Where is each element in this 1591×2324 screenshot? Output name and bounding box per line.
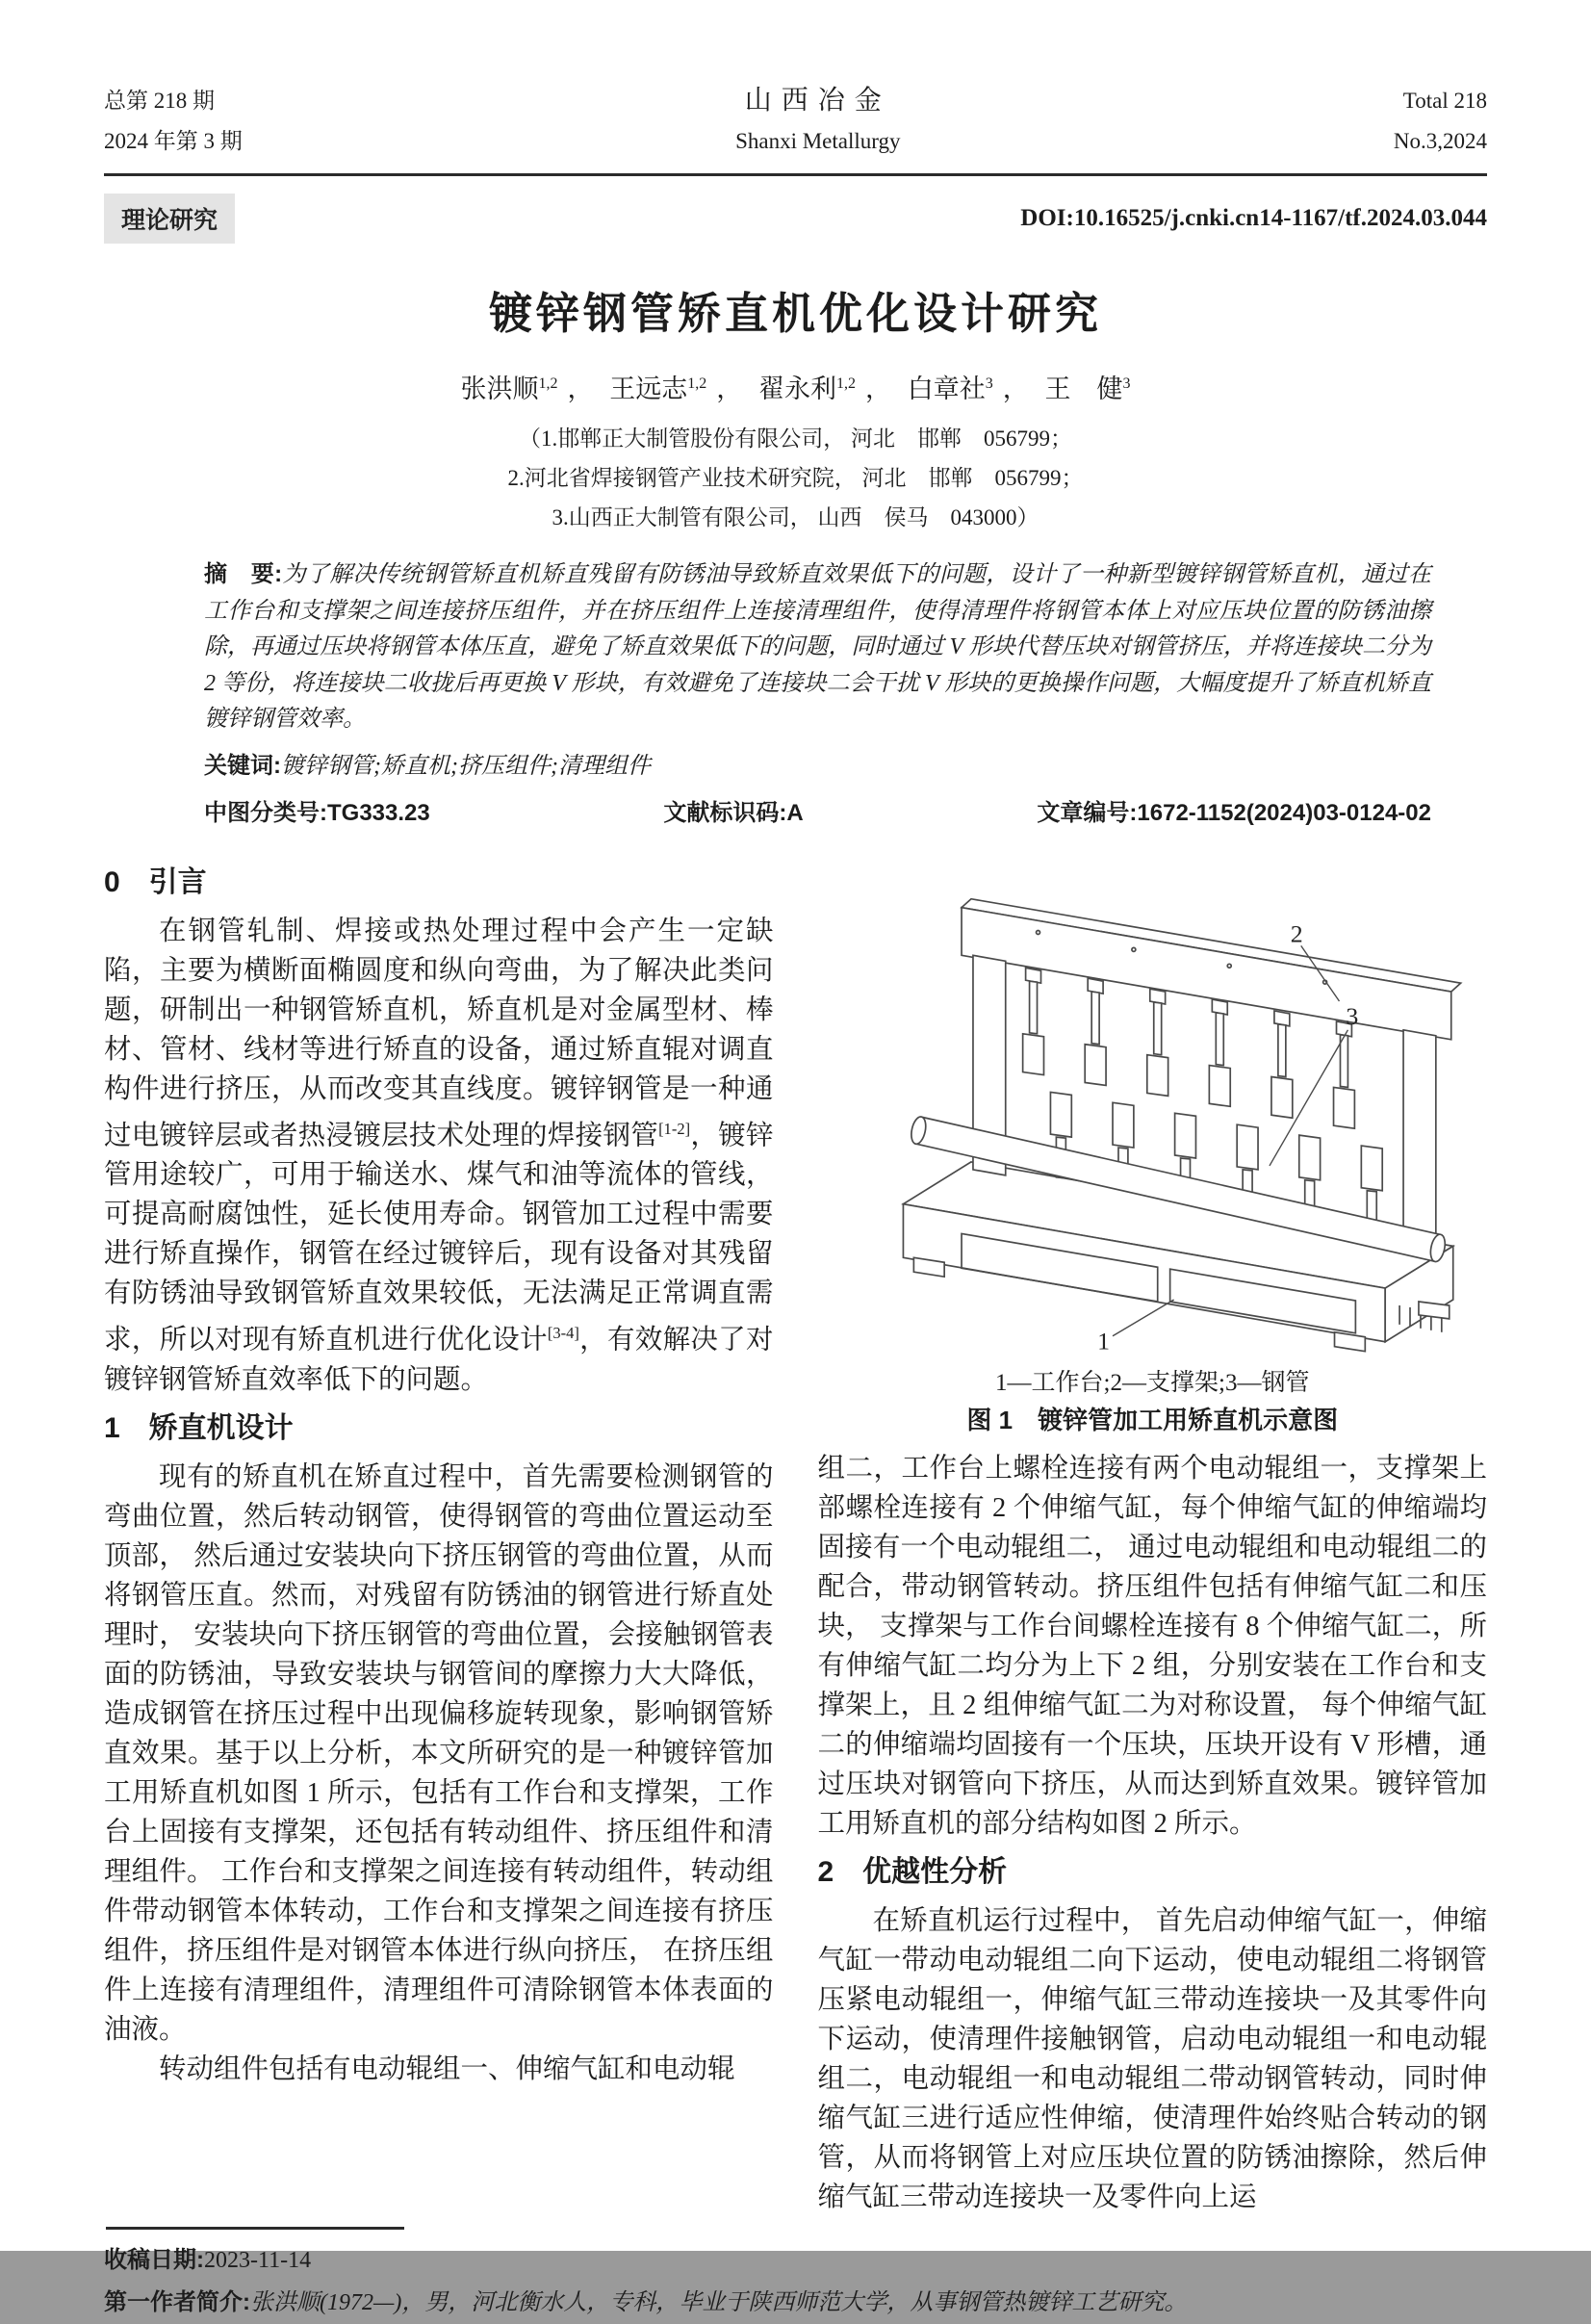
affiliation-line: （1.邯郸正大制管股份有限公司， 河北 邯郸 056799；	[519, 426, 1072, 451]
author: 王远志$^{1,2}$	[609, 374, 707, 403]
section-heading-analysis: 2 优越性分析	[817, 1856, 1008, 1889]
author-separator: ，	[865, 374, 891, 403]
paragraph-design-continued: 组二，工作台上螺栓连接有两个电动辊组一，支撑架上部螺栓连接有 2 个伸缩气缸，每个伸缩气缸的伸缩端均固接有一个电动辊组二， 通过电动辊组和电动辊组二的配合，带动钢管转动。挤压组件包括有伸缩气缸二和压块， 支撑架与工作台间螺栓连接有 8 个伸缩气缸二，所有伸缩气缸二均分为上下 2 组，分别安装在工作台和支撑架上，且 2 组伸缩气缸二为对称设置， 每个伸缩气缸二的伸缩端均固接有一个压块，压块开设有 V 形槽，通过压块对钢管向下挤压，从而达到矫直效果。镀锌管加工用矫直机的部分结构如图 2 所示。	[817, 1454, 1487, 1840]
document-code: 文献标识码:A	[663, 799, 804, 826]
figure-label-1: 1	[1096, 1327, 1110, 1356]
keywords-text: 镀锌钢管;矫直机;挤压组件;清理组件	[281, 753, 651, 779]
author-separator: ，	[567, 374, 594, 403]
section-heading-intro: 0 引言	[104, 865, 207, 898]
journal-name-en: Shanxi Metallurgy	[735, 129, 901, 153]
author: 张洪顺$^{1,2}$	[460, 374, 558, 403]
journal-name-cn: 山西冶金	[744, 86, 891, 116]
first-author-bio-value: 张洪顺(1972—)，男，河北衡水人，专科，毕业于陕西师范大学，从事钢管热镀锌工艺研究。	[250, 2290, 1188, 2316]
abstract-text: 为了解决传统钢管矫直机矫直残留有防锈油导致矫直效果低下的问题，设计了一种新型镀锌钢管矫直机，通过在工作台和支撑架之间连接挤压组件，并在挤压组件上连接清理组件，使得清理件将钢管本体上对应压块位置的防锈油擦除，再通过压块将钢管本体压直，避免了矫直效果低下的问题，同时通过 V 形块代替压块对钢管挤压，并将连接块二分为 2 等份，将连接块二收拢后再更换 V 形块，有效避免了连接块二会干扰 V 形块的更换操作问题，大幅度提升了矫直机矫直镀锌钢管效率。	[204, 562, 1431, 732]
affiliation-line: 3.山西正大制管有限公司， 山西 侯马 043000）	[552, 505, 1039, 529]
straightening-machine-drawing	[818, 858, 1488, 1365]
keywords-label: 关键词:	[204, 752, 281, 779]
first-author-bio-label: 第一作者简介:	[104, 2289, 250, 2316]
received-date-label: 收稿日期:	[104, 2247, 204, 2274]
figure-label-2: 2	[1290, 918, 1303, 947]
frame-post-right	[1403, 1029, 1436, 1252]
paragraph-intro: 在钢管轧制、焊接或热处理过程中会产生一定缺陷，主要为横断面椭圆度和纵向弯曲，为了解决此类问题，研制出一种钢管矫直机，矫直机是对金属型材、棒材、管材、线材等进行矫直的设备，通过矫直辊对调直构件进行挤压，从而改变其直线度。镀锌钢管是一种通过电镀锌层或者热浸镀层技术处理的焊接钢管[1-2]，镀锌管用途较广，可用于输送水、煤气和油等流体的管线，可提高耐腐蚀性，延长使用寿命。钢管加工过程中需要进行矫直操作，钢管在经过镀锌后，现有设备对其残留有防锈油导致钢管矫直效果较低，无法满足正常调直需求，所以对现有矫直机进行优化设计[3-4]，有效解决了对镀锌钢管矫直效率低下的问题。	[104, 916, 774, 1395]
journal-total-en: Total 218	[1402, 89, 1487, 113]
figure-1	[818, 858, 1488, 1440]
affiliation-line: 2.河北省焊接钢管产业技术研究院， 河北 邯郸 056799；	[507, 466, 1084, 490]
meta-row	[204, 793, 1431, 827]
section-heading-design: 1 矫直机设计	[104, 1411, 294, 1444]
author-separator: ，	[716, 374, 743, 403]
doi-text: DOI:10.16525/j.cnki.cn14-1167/tf.2024.03.044	[1020, 205, 1487, 231]
body-columns	[104, 854, 1487, 2218]
journal-issue-info-en	[1394, 81, 1487, 162]
article-id: 文章编号:1672-1152(2024)03-0124-02	[1037, 799, 1431, 826]
author-separator: ，	[1002, 374, 1029, 403]
journal-no-en: No.3,2024	[1393, 129, 1487, 153]
abstract	[204, 556, 1431, 738]
affiliation-block	[104, 419, 1487, 537]
abstract-label: 摘 要:	[204, 561, 283, 587]
right-column	[818, 854, 1488, 2218]
author: 白章社$^3$	[907, 374, 993, 403]
column-badge: 理论研究	[104, 194, 235, 244]
author: 翟永利$^{1,2}$	[758, 374, 856, 403]
first-author-bio-line	[104, 2282, 1487, 2324]
header-rule	[104, 173, 1487, 176]
figure-legend: 1—工作台;2—支撑架;3—钢管	[995, 1370, 1310, 1397]
left-column	[104, 854, 774, 2218]
author-line	[104, 368, 1487, 405]
journal-issue-number: 2024 年第 3 期	[104, 129, 243, 153]
received-date-line	[104, 2239, 1487, 2282]
front-matter	[204, 556, 1431, 827]
footnote-area	[104, 2217, 1487, 2324]
clc-number: 中图分类号:TG333.23	[204, 799, 430, 826]
journal-issue-info	[104, 81, 243, 162]
figure-caption: 图 1 镀锌管加工用矫直机示意图	[966, 1406, 1339, 1435]
figure-label-3: 3	[1345, 1001, 1358, 1030]
badge-row	[104, 194, 1487, 244]
journal-header	[104, 81, 1487, 162]
author: 王 健$^3$	[1044, 374, 1131, 403]
paragraph-design-1: 现有的矫直机在矫直过程中，首先需要检测钢管的弯曲位置，然后转动钢管，使得钢管的弯曲位置运动至顶部， 然后通过安装块向下挤压钢管的弯曲位置，从而将钢管压直。然而，对残留有防锈油的钢管进行矫直处理时， 安装块向下挤压钢管的弯曲位置，会接触钢管表面的防锈油，导致安装块与钢管间的摩擦力大大降低，造成钢管在挤压过程中出现偏移旋转现象，影响钢管矫直效果。基于以上分析，本文所研究的是一种镀锌管加工用矫直机如图 1 所示，包括有工作台和支撑架，工作台上固接有支撑架，还包括有转动组件、挤压组件和清理组件。 工作台和支撑架之间连接有转动组件，转动组件带动钢管本体转动，工作台和支撑架之间连接有挤压组件，挤压组件是对钢管本体进行纵向挤压， 在挤压组件上连接有清理组件，清理组件可清除钢管本体表面的油液。	[104, 1461, 774, 2045]
footnote-rule	[106, 2227, 404, 2230]
paragraph-design-2: 转动组件包括有电动辊组一、伸缩气缸和电动辊	[159, 2053, 735, 2084]
paper-title: 镀锌钢管矫直机优化设计研究	[488, 289, 1102, 338]
paragraph-analysis: 在矫直机运行过程中， 首先启动伸缩气缸一，伸缩气缸一带动电动辊组二向下运动，使电动辊组二将钢管压紧电动辊组一，伸缩气缸三带动连接块一及其零件向下运动，使清理件接触钢管，启动电动辊组一和电动辊组二，电动辊组一和电动辊组二带动钢管转动，同时伸缩气缸三进行适应性伸缩，使清理件始终贴合转动的钢管，从而将钢管上对应压块位置的防锈油擦除，然后伸缩气缸三带动连接块一及零件向上运	[817, 1906, 1487, 2213]
journal-name	[735, 81, 900, 162]
keywords	[204, 746, 1431, 780]
journal-issue-total: 总第 218 期	[104, 89, 215, 113]
received-date-value: 2023-11-14	[204, 2248, 312, 2274]
